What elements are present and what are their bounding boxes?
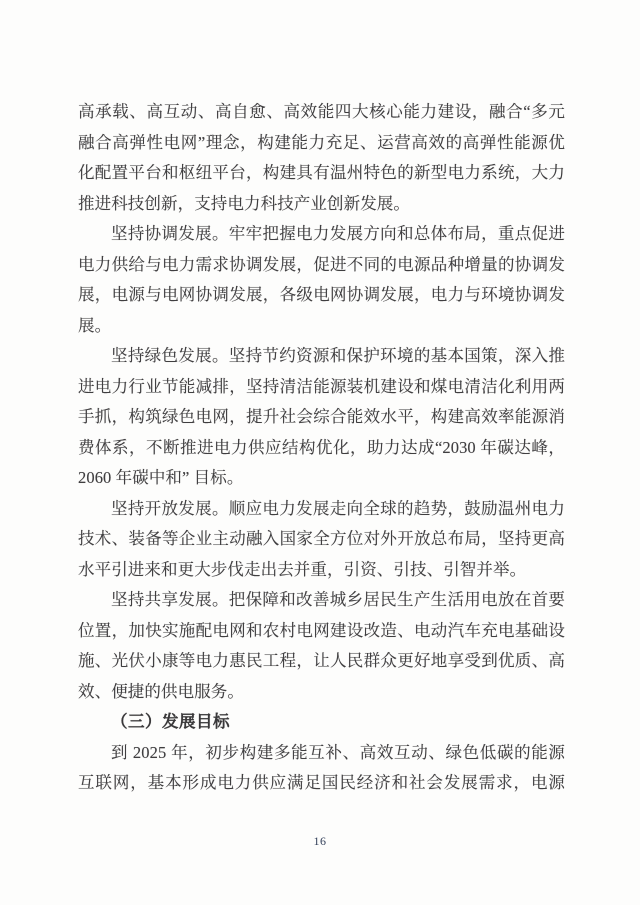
document-body — [78, 97, 565, 799]
body-paragraph: 坚持开放发展。顺应电力发展走向全球的趋势，鼓励温州电力技术、装备等企业主动融入国家全方位对外开放总布局，坚持更高水平引进来和更大步伐走出去并重，引资、引技、引智并举。 — [78, 498, 565, 579]
body-paragraph: 高承载、高互动、高自愈、高效能四大核心能力建设，融合“多元融合高弹性电网”理念，构建能力充足、运营高效的高弹性能源优化配置平台和枢纽平台，构建具有温州特色的新型电力系统，大力推进科技创新，支持电力科技产业创新发展。 — [78, 102, 565, 213]
body-paragraph: 坚持共享发展。把保障和改善城乡居民生产生活用电放在首要位置，加快实施配电网和农村电网建设改造、电动汽车充电基础设施、光伏小康等电力惠民工程，让人民群众更好地享受到优质、高效、便捷的供电服务。 — [78, 590, 565, 701]
page-number: 16 — [313, 834, 327, 848]
body-paragraph: 到 2025 年，初步构建多能互补、高效互动、绿色低碳的能源互联网，基本形成电力供应满足国民经济和社会发展需求，电源 — [78, 742, 565, 792]
section-heading: （三）发展目标 — [111, 712, 230, 731]
body-paragraph: 坚持绿色发展。坚持节约资源和保护环境的基本国策，深入推进电力行业节能减排，坚持清洁能源装机建设和煤电清洁化利用两手抓，构筑绿色电网，提升社会综合能效水平，构建高效率能源消费体系，不断推进电力供应结构优化，助力达成“2030 年碳达峰，2060 年碳中和” 目标。 — [78, 346, 565, 487]
page-footer — [0, 832, 640, 850]
body-paragraph: 坚持协调发展。牢牢把握电力发展方向和总体布局，重点促进电力供给与电力需求协调发展，促进不同的电源品种增量的协调发展，电源与电网协调发展，各级电网协调发展，电力与环境协调发展。 — [78, 224, 565, 335]
